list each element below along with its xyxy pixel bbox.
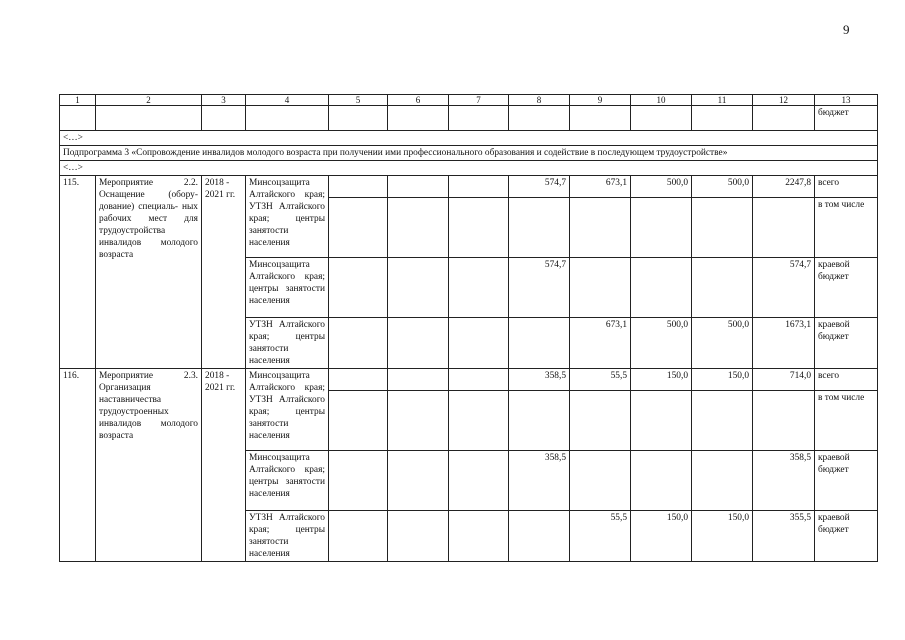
ellipsis-row bbox=[60, 161, 878, 176]
value-cell: 358,5 bbox=[509, 451, 570, 511]
item-row bbox=[60, 369, 878, 391]
header-cell: 4 bbox=[246, 95, 329, 106]
value-cell: 574,7 bbox=[509, 258, 570, 318]
value-cell: 150,0 bbox=[692, 369, 753, 391]
value-cell bbox=[631, 258, 692, 318]
header-cell: 13 bbox=[815, 95, 878, 106]
item-number: 116. bbox=[60, 369, 96, 562]
value-cell bbox=[631, 451, 692, 511]
header-cell: 10 bbox=[631, 95, 692, 106]
value-cell: 150,0 bbox=[692, 511, 753, 562]
value-cell: 714,0 bbox=[753, 369, 815, 391]
value-cell: 150,0 bbox=[631, 511, 692, 562]
header-cell: 9 bbox=[570, 95, 631, 106]
source-cell: в том числе bbox=[815, 198, 878, 258]
source-cell: краевой бюджет bbox=[815, 451, 878, 511]
item-years: 2018 - 2021 гг. bbox=[202, 176, 246, 369]
source-cell: краевой бюджет bbox=[815, 258, 878, 318]
executor: Минсоцзащита Алтайского края; центры занятости населения bbox=[246, 258, 329, 318]
value-cell: 55,5 bbox=[570, 369, 631, 391]
value-cell bbox=[570, 451, 631, 511]
executor: Минсоцзащита Алтайского края; центры занятости населения bbox=[246, 451, 329, 511]
value-cell: 500,0 bbox=[692, 318, 753, 369]
value-cell: 500,0 bbox=[631, 176, 692, 198]
value-cell bbox=[509, 318, 570, 369]
value-cell bbox=[509, 511, 570, 562]
source-cell: всего bbox=[815, 176, 878, 198]
value-cell: 55,5 bbox=[570, 511, 631, 562]
value-cell bbox=[570, 258, 631, 318]
ellipsis-row bbox=[60, 131, 878, 146]
item-title: Мероприятие 2.3. Организация наставничества трудоустроенных инвалидов молодого возраста bbox=[96, 369, 202, 562]
value-cell: 500,0 bbox=[692, 176, 753, 198]
item-number: 115. bbox=[60, 176, 96, 369]
ellipsis: <…> bbox=[60, 161, 878, 176]
source-cell: краевой бюджет bbox=[815, 511, 878, 562]
value-cell: 673,1 bbox=[570, 176, 631, 198]
source-cell: краевой бюджет bbox=[815, 318, 878, 369]
value-cell: 358,5 bbox=[509, 369, 570, 391]
header-cell: 1 bbox=[60, 95, 96, 106]
page-number: 9 bbox=[843, 22, 850, 37]
value-cell: 355,5 bbox=[753, 511, 815, 562]
header-row bbox=[60, 95, 878, 106]
value-cell bbox=[692, 451, 753, 511]
header-cell: 8 bbox=[509, 95, 570, 106]
value-cell: 358,5 bbox=[753, 451, 815, 511]
executor: УТЗН Алтайского края; центры занятости населения bbox=[246, 511, 329, 562]
header-cell: 12 bbox=[753, 95, 815, 106]
header-cell: 2 bbox=[96, 95, 202, 106]
executor: Минсоцзащита Алтайского края; УТЗН Алтайского края; центры занятости населения bbox=[246, 176, 329, 258]
source-cell: всего bbox=[815, 369, 878, 391]
source-cell: в том числе bbox=[815, 391, 878, 451]
subprogram-row bbox=[60, 146, 878, 161]
budget-cell: бюджет bbox=[815, 106, 878, 131]
value-cell: 1673,1 bbox=[753, 318, 815, 369]
item-row bbox=[60, 176, 878, 198]
item-title: Мероприятие 2.2. Оснащение (обору- дование) специаль- ных рабочих мест для трудоустройства инвалидов молодого возраста bbox=[96, 176, 202, 369]
program-table bbox=[59, 94, 878, 562]
value-cell: 2247,8 bbox=[753, 176, 815, 198]
value-cell bbox=[692, 258, 753, 318]
header-cell: 5 bbox=[329, 95, 388, 106]
value-cell: 150,0 bbox=[631, 369, 692, 391]
value-cell: 500,0 bbox=[631, 318, 692, 369]
header-row-2 bbox=[60, 106, 878, 131]
item-years: 2018 - 2021 гг. bbox=[202, 369, 246, 562]
header-cell: 6 bbox=[388, 95, 449, 106]
header-cell: 11 bbox=[692, 95, 753, 106]
value-cell: 574,7 bbox=[753, 258, 815, 318]
header-cell: 3 bbox=[202, 95, 246, 106]
value-cell: 673,1 bbox=[570, 318, 631, 369]
executor: УТЗН Алтайского края; центры занятости населения bbox=[246, 318, 329, 369]
header-cell: 7 bbox=[449, 95, 509, 106]
ellipsis: <…> bbox=[60, 131, 878, 146]
value-cell: 574,7 bbox=[509, 176, 570, 198]
executor: Минсоцзащита Алтайского края; УТЗН Алтайского края; центры занятости населения bbox=[246, 369, 329, 451]
subprogram-title: Подпрограмма 3 «Сопровождение инвалидов молодого возраста при получении ими профессионального образования и содействие в последующем трудоустройстве» bbox=[60, 146, 878, 161]
